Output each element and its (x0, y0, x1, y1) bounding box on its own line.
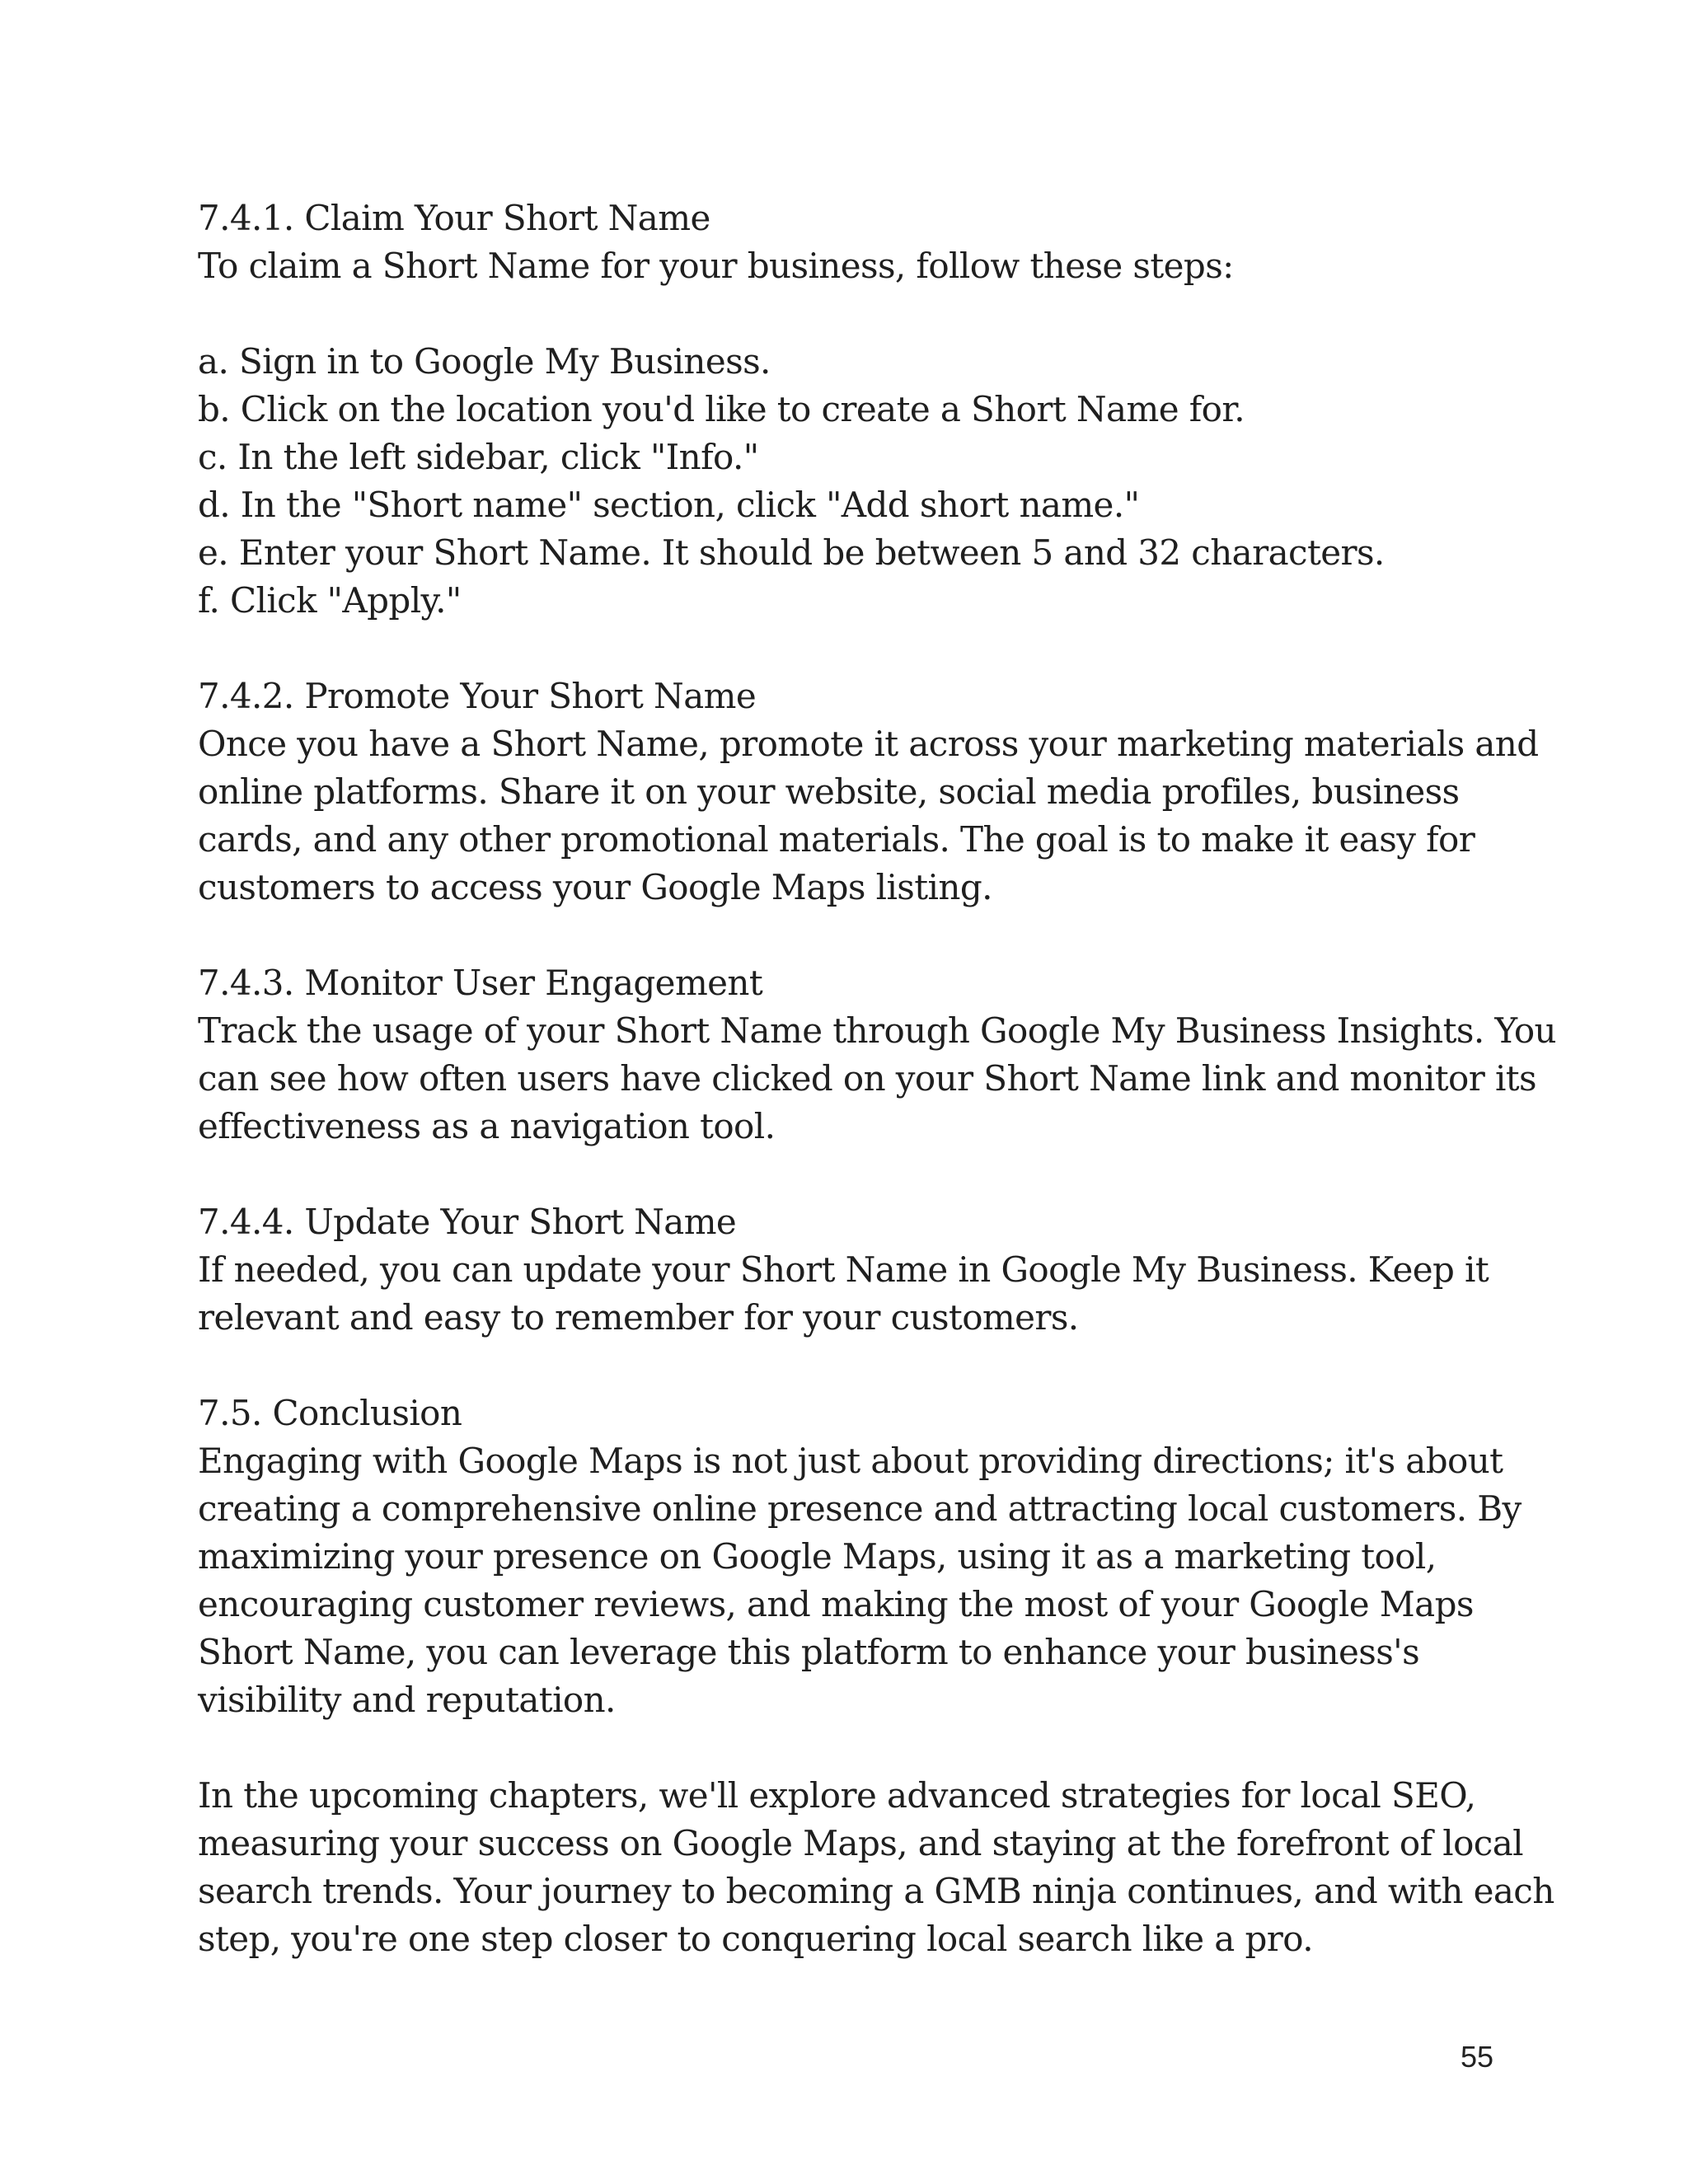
paragraph-gap (198, 625, 1517, 673)
paragraph-line: creating a comprehensive online presence and attracting local customers. By (198, 1488, 1522, 1529)
section-heading-7-4-2: 7.4.2. Promote Your Short Name (198, 676, 757, 716)
closing-paragraph-line: search trends. Your journey to becoming a GMB ninja continues, and with each (198, 1871, 1554, 1911)
step-item: d. In the "Short name" section, click "Add short name." (198, 485, 1140, 525)
paragraph-line: online platforms. Share it on your website, social media profiles, business (198, 771, 1460, 812)
step-item: c. In the left sidebar, click "Info." (198, 437, 759, 477)
section-heading-7-5: 7.5. Conclusion (198, 1393, 462, 1433)
paragraph-line: To claim a Short Name for your business, follow these steps: (198, 246, 1234, 286)
section-heading-7-4-3: 7.4.3. Monitor User Engagement (198, 963, 763, 1003)
paragraph-line: can see how often users have clicked on your Short Name link and monitor its (198, 1058, 1537, 1099)
paragraph-line: Short Name, you can leverage this platform to enhance your business's (198, 1632, 1420, 1672)
paragraph-line: Once you have a Short Name, promote it across your marketing materials and (198, 724, 1539, 764)
paragraph-line: encouraging customer reviews, and making the most of your Google Maps (198, 1584, 1474, 1624)
section-heading-7-4-4: 7.4.4. Update Your Short Name (198, 1202, 737, 1242)
step-item: f. Click "Apply." (198, 580, 462, 621)
page-content (198, 194, 1556, 1963)
paragraph-line: cards, and any other promotional materials. The goal is to make it easy for (198, 819, 1475, 860)
paragraph-gap (198, 1151, 1517, 1198)
page-number: 55 (1460, 2040, 1493, 2074)
step-item: e. Enter your Short Name. It should be between 5 and 32 characters. (198, 532, 1385, 573)
paragraph-gap (198, 290, 1517, 338)
paragraph-line: visibility and reputation. (198, 1680, 616, 1720)
paragraph-gap (198, 1724, 1517, 1772)
closing-paragraph-line: measuring your success on Google Maps, and staying at the forefront of local (198, 1823, 1523, 1863)
closing-paragraph-line: In the upcoming chapters, we'll explore advanced strategies for local SEO, (198, 1775, 1476, 1816)
paragraph-line: relevant and easy to remember for your customers. (198, 1297, 1079, 1338)
step-item: a. Sign in to Google My Business. (198, 341, 771, 382)
step-item: b. Click on the location you'd like to create a Short Name for. (198, 389, 1245, 429)
section-heading-7-4-1: 7.4.1. Claim Your Short Name (198, 198, 710, 238)
closing-paragraph-line: step, you're one step closer to conquering local search like a pro. (198, 1919, 1313, 1959)
paragraph-line: If needed, you can update your Short Name in Google My Business. Keep it (198, 1249, 1489, 1290)
paragraph-line: customers to access your Google Maps listing. (198, 867, 992, 907)
paragraph-line: maximizing your presence on Google Maps, using it as a marketing tool, (198, 1536, 1437, 1577)
paragraph-line: effectiveness as a navigation tool. (198, 1106, 776, 1146)
paragraph-line: Engaging with Google Maps is not just about providing directions; it's about (198, 1441, 1503, 1481)
paragraph-gap (198, 1342, 1517, 1390)
paragraph-gap (198, 912, 1517, 959)
paragraph-line: Track the usage of your Short Name through Google My Business Insights. You (198, 1010, 1556, 1051)
